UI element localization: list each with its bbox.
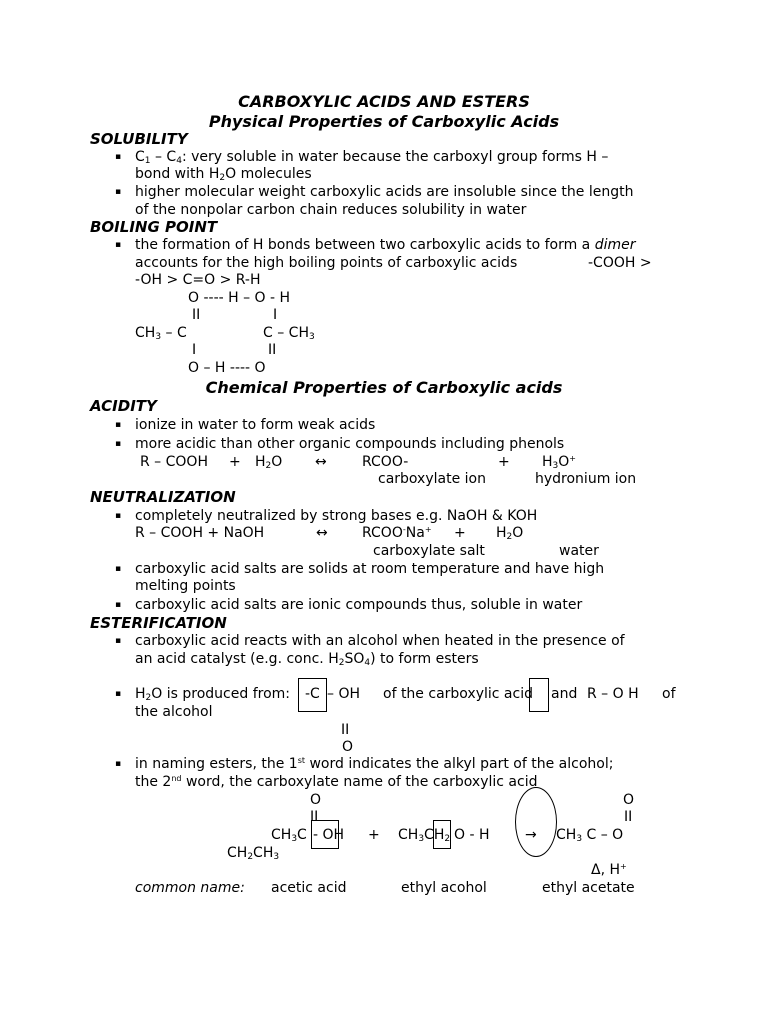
heading-neutralization: NEUTRALIZATION xyxy=(90,488,236,506)
equilibrium-arrow: ↔ xyxy=(315,454,327,470)
ethanol-hydroxyl: O - H xyxy=(454,827,490,843)
dimer-right-carbon: C – $CH_3$ xyxy=(263,325,315,342)
document-title: CARBOXYLIC ACIDS AND ESTERS xyxy=(238,92,530,111)
solubility-bullet-2-line-1: higher molecular weight carboxylic acids are insoluble since the length xyxy=(135,184,634,200)
section-title-chemical: Chemical Properties of Carboxylic acids xyxy=(205,378,563,397)
ethyl-group: $CH_2CH_3$ xyxy=(227,845,280,862)
neutralization-bullet-3: carboxylic acid salts are ionic compounds thus, soluble in water xyxy=(135,597,583,613)
alcohol-formula: R – O H xyxy=(587,686,639,702)
reaction-plus: + xyxy=(368,827,380,843)
esterification-water-source: $H_2O$ is produced from: xyxy=(135,686,290,703)
esterification-bullet-1-line-2: an acid catalyst (e.g. conc. $H_2SO_4$) to form esters xyxy=(135,651,479,668)
ionization-hydronium: $H_3O^+$ xyxy=(542,454,576,471)
label-carboxylate-ion: carboxylate ion xyxy=(378,471,486,487)
bullet: ▪ xyxy=(115,187,122,197)
common-name-label: common name: xyxy=(135,880,245,896)
esterification-bullet-1-line-1: carboxylic acid reacts with an alcohol when heated in the presence of xyxy=(135,633,625,649)
bullet: ▪ xyxy=(115,689,122,699)
bullet: ▪ xyxy=(115,600,122,610)
neutralization-water: $H_2O$ xyxy=(496,525,524,542)
and-text: and xyxy=(551,686,578,702)
neutralization-bullet-2-line-1: carboxylic acid salts are solids at room temperature and have high xyxy=(135,561,605,577)
name-ethyl-alcohol: ethyl acohol xyxy=(401,880,487,896)
reaction-arrow: → xyxy=(525,827,537,843)
heading-solubility: SOLUBILITY xyxy=(90,130,188,148)
bullet: ▪ xyxy=(115,759,122,769)
neutralization-arrow: ↔ xyxy=(316,525,328,541)
label-carboxylate-salt: carboxylate salt xyxy=(373,543,485,559)
label-hydronium-ion: hydronium ion xyxy=(535,471,637,487)
bullet: ▪ xyxy=(115,564,122,574)
heading-acidity: ACIDITY xyxy=(90,397,157,415)
carbonyl-double-bond: II xyxy=(341,722,350,738)
name-ethyl-acetate: ethyl acetate xyxy=(542,880,635,896)
label-water: water xyxy=(559,543,599,559)
boiling-order-start: -COOH > xyxy=(588,255,652,271)
section-title-physical: Physical Properties of Carboxylic Acids xyxy=(208,112,560,131)
reactant-carbonyl-oxygen: O xyxy=(310,792,322,808)
name-acetic-acid: acetic acid xyxy=(271,880,347,896)
bullet: ▪ xyxy=(115,240,122,250)
ionization-reactant: R – COOH xyxy=(140,454,208,470)
ethyl-acetate-formula: $CH_3$ C – O xyxy=(556,827,624,844)
ethanol-formula: $CH_3CH_2$ xyxy=(398,827,451,844)
dimer-double-bond-left: II xyxy=(192,307,201,323)
dimer-bottom-line: O – H ---- O xyxy=(188,360,266,376)
bullet: ▪ xyxy=(115,511,122,521)
neutralization-reactants: R – COOH + NaOH xyxy=(135,525,265,541)
solubility-bullet-1-line-2: bond with $H_2O$ molecules xyxy=(135,166,312,183)
heading-esterification: ESTERIFICATION xyxy=(90,614,227,632)
naming-bullet-line-2: the 2nd word, the carboxylate name of the carboxylic acid xyxy=(135,774,538,790)
dimer-double-bond-right: II xyxy=(268,342,277,358)
naming-bullet-line-1: in naming esters, the 1st word indicates the alkyl part of the alcohol; xyxy=(135,756,614,772)
neutralization-bullet-2-line-2: melting points xyxy=(135,578,236,594)
acid-source-text: of the carboxylic acid xyxy=(383,686,533,702)
dimer-top-line: O ---- H – O - H xyxy=(188,290,291,306)
of-text: of xyxy=(662,686,676,702)
neutralization-salt: RCOO-Na+ xyxy=(362,525,432,541)
dimer-single-bond-left: I xyxy=(192,342,197,358)
acidity-bullet-1: ionize in water to form weak acids xyxy=(135,417,376,433)
dimer-left-carbon: $CH_3$ – C xyxy=(135,325,187,342)
solubility-bullet-1-line-1: $C_1 - C_4$: very soluble in water because the carboxyl group forms H – xyxy=(135,149,609,166)
reaction-conditions: Δ, H+ xyxy=(591,862,627,878)
bullet: ▪ xyxy=(115,152,122,162)
neutralization-plus: + xyxy=(454,525,466,541)
acetic-acid-carbon: $CH_3C$ xyxy=(271,827,307,844)
product-double-bond: II xyxy=(624,809,633,825)
heading-boiling-point: BOILING POINT xyxy=(90,218,218,236)
reactant-double-bond: II xyxy=(310,809,319,825)
carbonyl-oxygen: O xyxy=(342,739,354,755)
acidity-bullet-2: more acidic than other organic compounds including phenols xyxy=(135,436,565,452)
the-alcohol-text: the alcohol xyxy=(135,704,213,720)
solubility-bullet-2-line-2: of the nonpolar carbon chain reduces solubility in water xyxy=(135,202,527,218)
bullet: ▪ xyxy=(115,439,122,449)
ionization-water: $H_2O$ xyxy=(255,454,283,471)
highlight-box-acid xyxy=(529,678,549,712)
boiling-bullet-line-1: the formation of H bonds between two carboxylic acids to form a dimer xyxy=(135,237,636,253)
boiling-order-rest: -OH > C=O > R-H xyxy=(135,272,261,288)
ionization-plus-2: + xyxy=(498,454,510,470)
hydroxyl-group: – OH xyxy=(327,686,360,702)
highlight-oval-arrow xyxy=(515,787,557,857)
ionization-carboxylate: RCOO- xyxy=(362,454,409,470)
ionization-plus: + xyxy=(229,454,241,470)
bullet: ▪ xyxy=(115,636,122,646)
neutralization-bullet-1: completely neutralized by strong bases e.g. NaOH & KOH xyxy=(135,508,538,524)
carbonyl-carbon: -C xyxy=(305,686,320,702)
product-carbonyl-oxygen: O xyxy=(623,792,635,808)
bullet: ▪ xyxy=(115,420,122,430)
acetic-acid-hydroxyl: - OH xyxy=(313,827,345,843)
dimer-single-bond-right: I xyxy=(273,307,278,323)
highlight-box-h xyxy=(433,820,451,849)
boiling-bullet-line-2: accounts for the high boiling points of carboxylic acids xyxy=(135,255,518,271)
